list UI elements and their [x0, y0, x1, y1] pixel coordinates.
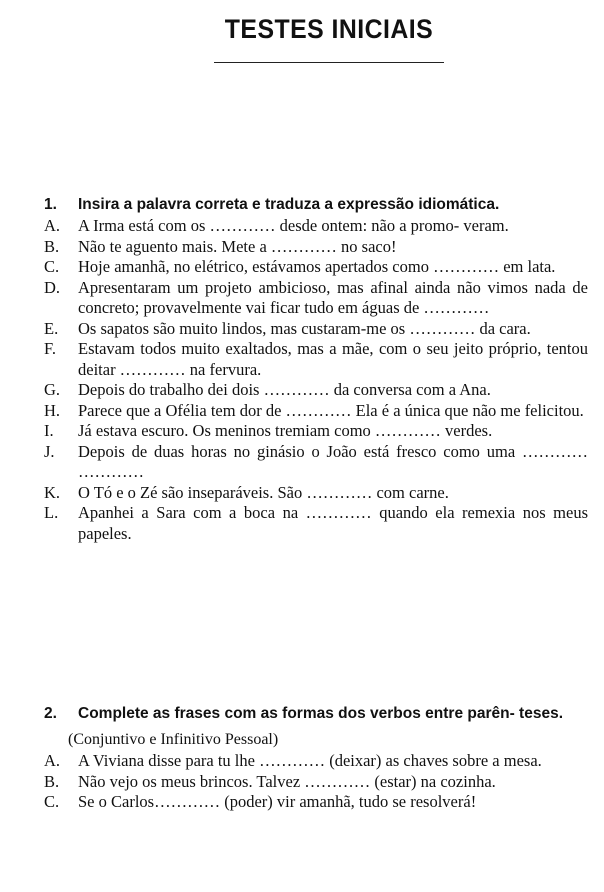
item-text: Estavam todos muito exaltados, mas a mãe, com o seu jeito próprio, tentou deitar ………… na fervura.	[78, 339, 588, 379]
list-item	[44, 421, 588, 442]
exercise-2	[44, 702, 588, 813]
list-item	[44, 792, 588, 813]
item-text: Depois do trabalho dei dois ………… da conversa com a Ana.	[78, 380, 491, 399]
list-item	[44, 257, 588, 278]
item-letter: C.	[44, 257, 60, 276]
list-item	[44, 772, 588, 793]
item-letter: A.	[44, 216, 61, 235]
list-item	[44, 216, 588, 237]
exercise-2-heading	[44, 702, 588, 725]
item-letter: B.	[44, 236, 60, 256]
list-item	[44, 319, 588, 340]
exercise-2-number: 2.	[44, 705, 57, 722]
exercise-1-number: 1.	[44, 196, 57, 213]
exercise-2-note: (Conjuntivo e Infinitivo Pessoal)	[68, 731, 279, 748]
item-text: O Tó e o Zé são inseparáveis. São ………… com carne.	[78, 482, 449, 502]
exercise-2-instruction: Complete as frases com as formas dos verbos entre parên- teses.	[78, 705, 564, 722]
item-letter: D.	[44, 277, 61, 297]
item-letter: K.	[44, 482, 61, 502]
item-letter: I.	[44, 421, 54, 440]
item-text: Parece que a Ofélia tem dor de ………… Ela é a única que não me felicitou.	[78, 400, 584, 420]
list-item	[44, 503, 588, 544]
item-text: Já estava escuro. Os meninos tremiam como ………… verdes.	[78, 421, 493, 440]
list-item	[44, 380, 588, 401]
list-item	[44, 339, 588, 380]
exercise-1-items	[44, 216, 588, 544]
list-item	[44, 401, 588, 422]
item-text: Não te aguento mais. Mete a ………… no saco!	[78, 236, 397, 256]
title-underline	[214, 62, 444, 63]
item-letter: E.	[44, 318, 59, 338]
exercise-2-items	[44, 751, 588, 813]
page-title: TESTES INICIAIS	[224, 14, 434, 44]
item-text: Apresentaram um projeto ambicioso, mas afinal ainda não vimos nada de concreto; provavelmente vai ficar tudo em águas de …………	[78, 277, 588, 317]
list-item	[44, 278, 588, 319]
item-text: Depois de duas horas no ginásio o João está fresco como uma ………… …………	[78, 441, 588, 481]
list-item	[44, 751, 588, 772]
item-text: Hoje amanhã, no elétrico, estávamos apertados como ………… em lata.	[78, 257, 556, 276]
item-letter: A.	[44, 751, 61, 770]
item-letter: C.	[44, 792, 60, 811]
item-letter: H.	[44, 400, 61, 420]
list-item	[44, 442, 588, 483]
item-text: A Irma está com os ………… desde ontem: não a promo- veram.	[78, 216, 509, 235]
item-text: Se o Carlos………… (poder) vir amanhã, tudo se resolverá!	[78, 792, 477, 811]
item-letter: F.	[44, 339, 56, 358]
exercise-1-heading	[44, 193, 588, 216]
list-item	[44, 483, 588, 504]
item-letter: B.	[44, 771, 60, 791]
exercise-1	[44, 193, 588, 544]
item-text: A Viviana disse para tu lhe ………… (deixar) as chaves sobre a mesa.	[78, 751, 542, 770]
item-letter: J.	[44, 441, 55, 461]
exercise-1-instruction: Insira a palavra correta e traduza a expressão idiomática.	[78, 196, 500, 213]
item-text: Os sapatos são muito lindos, mas custaram-me os ………… da cara.	[78, 318, 531, 338]
item-text: Apanhei a Sara com a boca na ………… quando ela remexia nos meus papeles.	[78, 503, 588, 543]
item-text: Não vejo os meus brincos. Talvez ………… (estar) na cozinha.	[78, 771, 496, 791]
item-letter: L.	[44, 503, 59, 522]
list-item	[44, 237, 588, 258]
item-letter: G.	[44, 380, 61, 399]
